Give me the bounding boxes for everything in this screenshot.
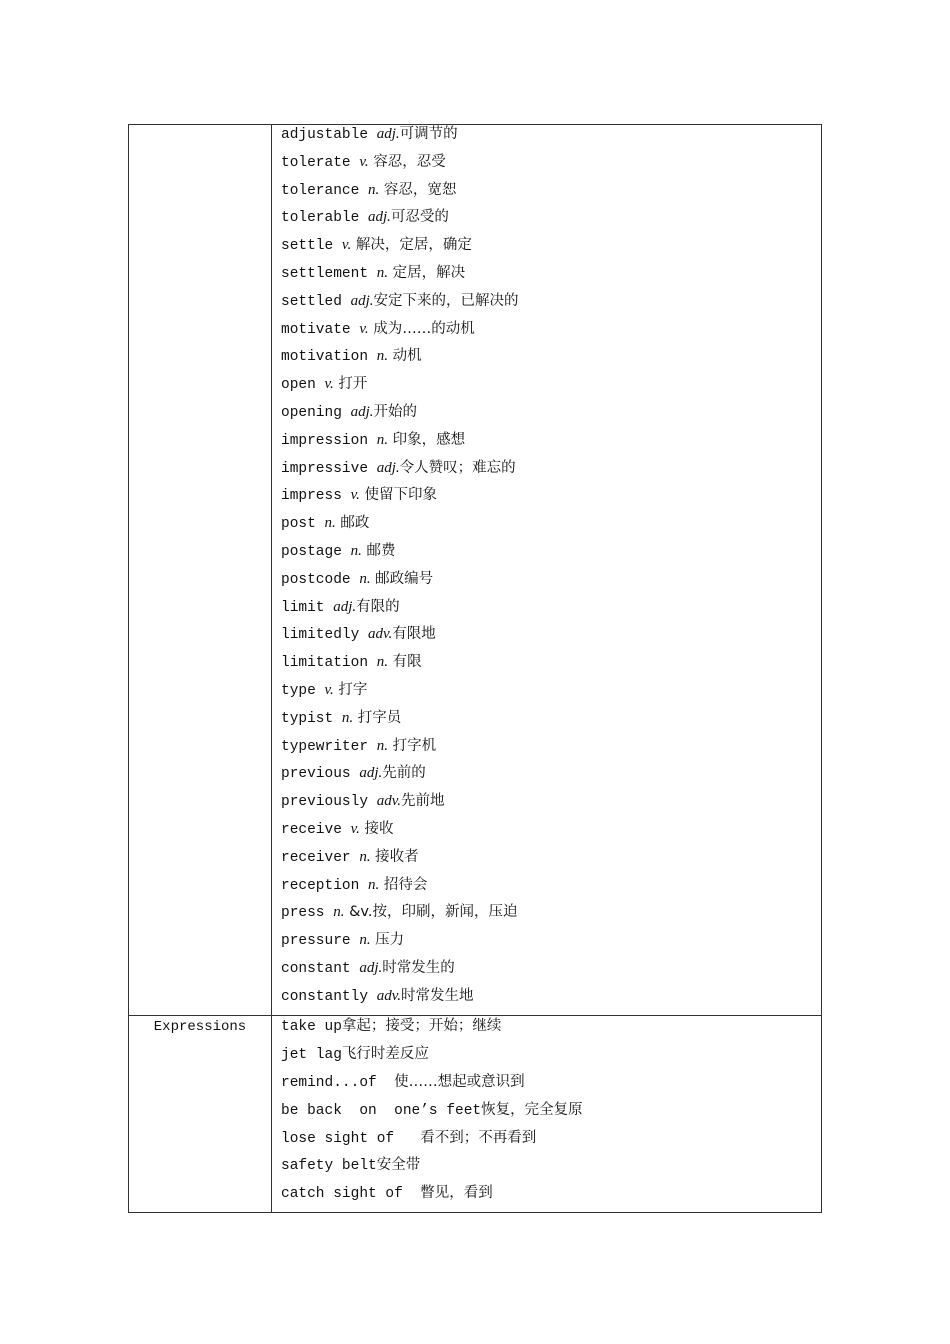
part-of-speech: n. [359, 848, 371, 865]
word: postage [281, 543, 351, 560]
word-entry [281, 403, 821, 431]
meaning: 打字员 [353, 709, 402, 726]
meaning: 邮费 [361, 542, 396, 559]
meaning: 可调节的 [399, 126, 458, 142]
part-of-speech: adj. [359, 765, 383, 782]
word: constantly [281, 988, 377, 1005]
word-entry [281, 153, 821, 181]
word-entry [281, 876, 821, 904]
part-of-speech: n. [324, 515, 336, 532]
part-of-speech: n. [368, 181, 380, 198]
part-of-speech: n. [376, 348, 388, 365]
part-of-speech: adj. [350, 403, 374, 420]
word-entry [281, 347, 821, 375]
meaning: 接收 [359, 820, 394, 837]
word-entry [281, 737, 821, 765]
meaning: 接收者 [370, 848, 419, 865]
expressions-category-cell: Expressions [129, 1016, 272, 1213]
phrase: take up [281, 1019, 342, 1035]
part-of-speech: n. [350, 542, 362, 559]
part-of-speech: v. [350, 487, 360, 504]
part-of-speech: adj. [350, 292, 374, 309]
word: limitation [281, 655, 377, 672]
word: constant [281, 960, 360, 977]
part-of-speech: adj. [368, 209, 391, 226]
word-entry [281, 764, 821, 792]
part-of-speech: v. [324, 376, 334, 393]
meaning: 解决，定居，确定 [351, 237, 472, 254]
vocabulary-table [128, 124, 822, 1213]
meaning: 有限地 [392, 626, 436, 643]
word: tolerable [281, 210, 369, 227]
phrase: catch sight of [281, 1186, 421, 1203]
meaning: 有限 [387, 654, 422, 671]
phrase: safety belt [281, 1158, 377, 1175]
meaning: 看不到；不再看到 [420, 1129, 537, 1146]
meaning: 使留下印象 [359, 487, 438, 504]
word: settled [281, 293, 351, 310]
word-entry [281, 792, 821, 820]
word: adjustable [281, 127, 377, 143]
part-of-speech: n. [333, 904, 345, 921]
part-of-speech: v. [359, 320, 369, 337]
part-of-speech: v. [341, 237, 352, 254]
meaning: 飞行时差反应 [341, 1045, 429, 1062]
meaning: 招待会 [379, 876, 428, 893]
meaning: 压力 [370, 932, 405, 949]
part-of-speech: n. [376, 737, 388, 754]
word-entry [281, 848, 821, 876]
part-of-speech: n. [359, 932, 371, 949]
expression-entry [281, 1184, 821, 1212]
word: limit [281, 599, 334, 616]
part-of-speech: adj. [376, 126, 400, 142]
meaning: 安全带 [376, 1157, 421, 1174]
part-of-speech: n. [368, 876, 380, 893]
expression-entry [281, 1156, 821, 1184]
expression-entry [281, 1017, 821, 1045]
meaning: 邮政编号 [370, 570, 434, 587]
word-entry [281, 375, 821, 403]
meaning: 安定下来的，已解决的 [373, 292, 519, 309]
meaning: 成为……的动机 [368, 320, 475, 337]
word: receiver [281, 849, 360, 866]
word-entry [281, 320, 821, 348]
word-entry [281, 292, 821, 320]
word: tolerance [281, 182, 369, 199]
meaning: 定居，解决 [387, 264, 466, 281]
word-entry [281, 903, 821, 931]
word: type [281, 682, 325, 699]
word: motivate [281, 321, 360, 338]
word: opening [281, 404, 351, 421]
meaning: 瞥见，看到 [420, 1185, 493, 1202]
word-entry [281, 681, 821, 709]
word: receive [281, 821, 351, 838]
word-entry [281, 514, 821, 542]
meaning: 印象，感想 [387, 431, 466, 448]
meaning: 打字机 [387, 737, 437, 754]
word-entry [281, 236, 821, 264]
meaning: 使……想起或意识到 [394, 1073, 525, 1090]
word-entry [281, 959, 821, 987]
word-entry [281, 931, 821, 959]
word-entry [281, 486, 821, 514]
part-of-speech: adv. [368, 626, 393, 643]
expression-entry [281, 1045, 821, 1073]
meaning: 开始的 [373, 403, 418, 420]
word-entry [281, 459, 821, 487]
word: settle [281, 238, 342, 255]
expressions-list [272, 1016, 822, 1213]
phrase: lose sight of [281, 1130, 421, 1147]
word: post [281, 516, 325, 533]
word-entry [281, 820, 821, 848]
meaning: 时常发生地 [401, 987, 474, 1004]
phrase: be back on one’s feet [281, 1102, 482, 1119]
phrase: remind...of [281, 1074, 395, 1091]
part-of-speech: n. [341, 709, 354, 726]
part-of-speech: n. [359, 570, 371, 587]
word: impress [281, 488, 351, 505]
meaning: 先前的 [382, 765, 426, 782]
word: pressure [281, 933, 360, 950]
meaning: 恢复，完全复原 [481, 1101, 583, 1118]
part-of-speech: adj. [333, 598, 357, 615]
word: limitedly [281, 627, 369, 644]
word-entry [281, 264, 821, 292]
word: impressive [281, 460, 377, 477]
word: motivation [281, 349, 377, 366]
part-of-speech: n. [376, 264, 388, 281]
meaning: &v.按，印刷，新闻，压迫 [344, 904, 518, 921]
word: previous [281, 766, 360, 783]
meaning: 容忍，宽恕 [379, 181, 457, 198]
part-of-speech: v. [359, 153, 369, 170]
word-entry [281, 570, 821, 598]
expression-entry [281, 1073, 821, 1101]
meaning: 有限的 [356, 598, 400, 615]
meaning: 打开 [333, 376, 368, 393]
meaning: 可忍受的 [390, 209, 449, 226]
meaning: 动机 [387, 348, 422, 365]
meaning: 时常发生的 [382, 959, 455, 976]
word: press [281, 905, 334, 922]
vocabulary-row [129, 125, 822, 1016]
word-entry [281, 125, 821, 153]
word-entry [281, 709, 821, 737]
expression-entry [281, 1101, 821, 1129]
word: reception [281, 877, 369, 894]
vocabulary-category-cell [129, 125, 272, 1016]
word: tolerate [281, 154, 360, 171]
word: typist [281, 710, 342, 727]
word: impression [281, 432, 377, 449]
part-of-speech: n. [376, 431, 388, 448]
meaning: 拿起；接受；开始；继续 [341, 1018, 502, 1034]
word-entry [281, 653, 821, 681]
word: postcode [281, 571, 360, 588]
word-entry [281, 181, 821, 209]
phrase: jet lag [281, 1046, 342, 1063]
meaning: 令人赞叹；难忘的 [399, 459, 516, 476]
meaning: 邮政 [335, 515, 370, 532]
word: settlement [281, 265, 377, 282]
vocabulary-list [272, 125, 822, 1016]
meaning: 容忍，忍受 [368, 153, 446, 170]
word: open [281, 377, 325, 394]
part-of-speech: adv. [376, 793, 402, 810]
part-of-speech: adj. [376, 459, 400, 476]
word: previously [281, 794, 377, 811]
word-entry [281, 431, 821, 459]
word-entry [281, 598, 821, 626]
expressions-row [129, 1016, 822, 1213]
part-of-speech: v. [324, 681, 334, 698]
meaning: 先前地 [401, 793, 445, 810]
word-entry [281, 987, 821, 1015]
part-of-speech: adj. [359, 959, 383, 976]
part-of-speech: n. [376, 654, 388, 671]
word-entry [281, 625, 821, 653]
part-of-speech: adv. [376, 987, 402, 1004]
expression-entry [281, 1129, 821, 1157]
word: typewriter [281, 738, 377, 755]
meaning: 打字 [333, 681, 368, 698]
word-entry [281, 542, 821, 570]
part-of-speech: v. [350, 820, 360, 837]
word-entry [281, 208, 821, 236]
